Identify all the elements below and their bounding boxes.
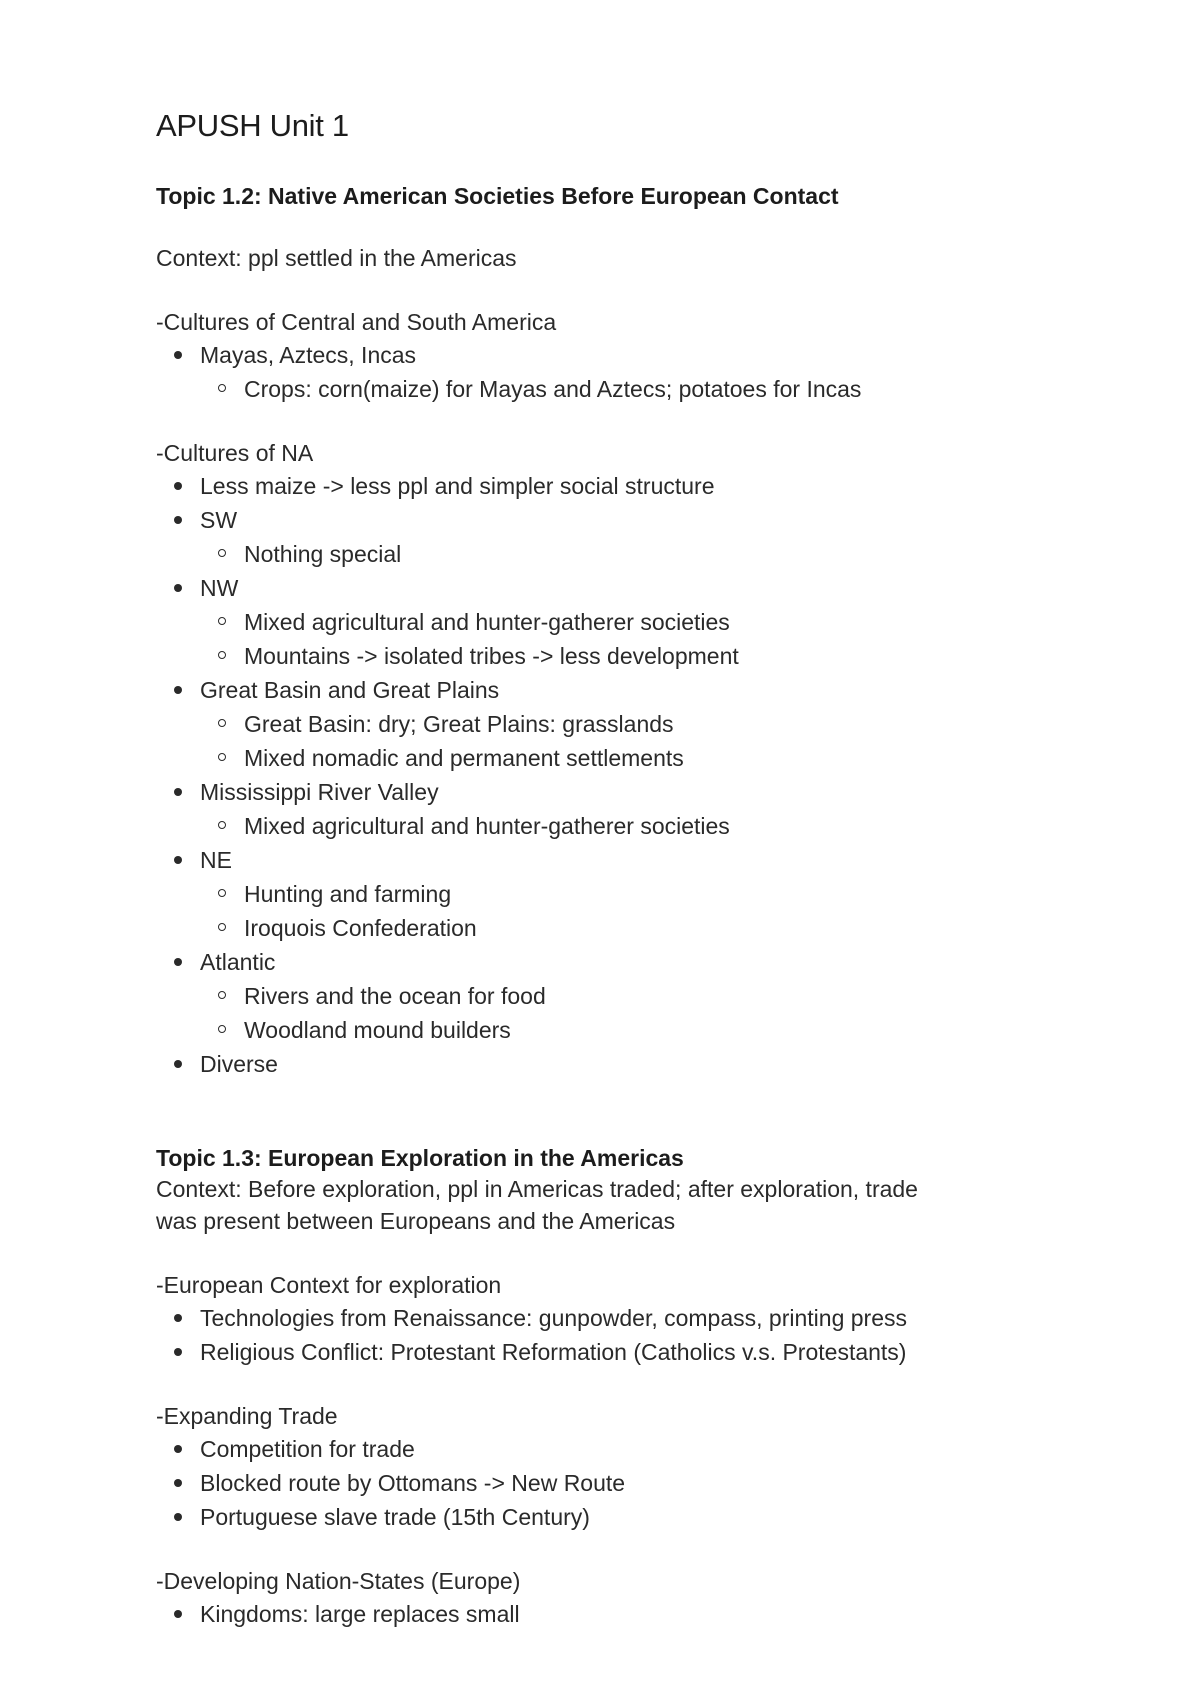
list-item bbox=[200, 504, 237, 536]
list-item-text: Atlantic bbox=[200, 949, 276, 975]
list-item bbox=[200, 470, 715, 502]
hollow-bullet-icon bbox=[218, 991, 226, 999]
list-item-text: Technologies from Renaissance: gunpowder, compass, printing press bbox=[200, 1305, 907, 1331]
list-item-text: Portuguese slave trade (15th Century) bbox=[200, 1504, 590, 1530]
list-subitem bbox=[244, 878, 451, 910]
bullet-icon bbox=[174, 1060, 182, 1068]
list-item bbox=[200, 1598, 520, 1630]
hollow-bullet-icon bbox=[218, 923, 226, 931]
list-item bbox=[200, 1501, 590, 1533]
list-subitem bbox=[244, 538, 401, 570]
list-item bbox=[200, 339, 416, 371]
list-subitem-text: Rivers and the ocean for food bbox=[244, 983, 546, 1009]
topic-1-3-context-line2: was present between Europeans and the Americas bbox=[156, 1208, 676, 1234]
bullet-icon bbox=[174, 584, 182, 592]
bullet-icon bbox=[174, 351, 182, 359]
list-subitem bbox=[244, 980, 546, 1012]
list-subitem bbox=[244, 373, 861, 405]
central-south-label: -Cultures of Central and South America bbox=[156, 309, 557, 335]
list-subitem bbox=[244, 810, 730, 842]
hollow-bullet-icon bbox=[218, 549, 226, 557]
bullet-icon bbox=[174, 686, 182, 694]
topic-1-2-heading: Topic 1.2: Native American Societies Before European Contact bbox=[156, 183, 839, 209]
topic-1-2-context: Context: ppl settled in the Americas bbox=[156, 245, 517, 271]
hollow-bullet-icon bbox=[218, 617, 226, 625]
list-subitem bbox=[244, 912, 477, 944]
list-item bbox=[200, 1433, 415, 1465]
list-item-text: Diverse bbox=[200, 1051, 278, 1077]
document-title: APUSH Unit 1 bbox=[156, 108, 349, 143]
list-item-text: Kingdoms: large replaces small bbox=[200, 1601, 520, 1627]
list-item bbox=[200, 1336, 906, 1368]
list-item-text: NE bbox=[200, 847, 232, 873]
list-subitem-text: Mountains -> isolated tribes -> less development bbox=[244, 643, 739, 669]
bullet-icon bbox=[174, 482, 182, 490]
list-item bbox=[200, 572, 238, 604]
bullet-icon bbox=[174, 856, 182, 864]
na-label: -Cultures of NA bbox=[156, 440, 314, 466]
hollow-bullet-icon bbox=[218, 384, 226, 392]
list-subitem bbox=[244, 606, 730, 638]
list-item bbox=[200, 1467, 625, 1499]
bullet-icon bbox=[174, 1445, 182, 1453]
list-subitem bbox=[244, 742, 684, 774]
list-item bbox=[200, 1302, 907, 1334]
list-item-text: Great Basin and Great Plains bbox=[200, 677, 500, 703]
list-item-text: Mayas, Aztecs, Incas bbox=[200, 342, 417, 368]
list-subitem-text: Iroquois Confederation bbox=[244, 915, 477, 941]
hollow-bullet-icon bbox=[218, 719, 226, 727]
list-item bbox=[200, 776, 439, 808]
bullet-icon bbox=[174, 1314, 182, 1322]
topic-1-3-heading: Topic 1.3: European Exploration in the Americas bbox=[156, 1145, 684, 1171]
list-item-text: Mississippi River Valley bbox=[200, 779, 439, 805]
list-item-text: Blocked route by Ottomans -> New Route bbox=[200, 1470, 626, 1496]
topic-1-3-context-line1: Context: Before exploration, ppl in Americas traded; after exploration, trade bbox=[156, 1176, 918, 1202]
bullet-icon bbox=[174, 1348, 182, 1356]
bullet-icon bbox=[174, 958, 182, 966]
hollow-bullet-icon bbox=[218, 889, 226, 897]
euro-context-label: -European Context for exploration bbox=[156, 1272, 502, 1298]
list-subitem-text: Woodland mound builders bbox=[244, 1017, 511, 1043]
trade-label: -Expanding Trade bbox=[156, 1403, 338, 1429]
list-subitem-text: Mixed agricultural and hunter-gatherer societies bbox=[244, 609, 730, 635]
bullet-icon bbox=[174, 1513, 182, 1521]
bullet-icon bbox=[174, 1479, 182, 1487]
list-subitem-text: Hunting and farming bbox=[244, 881, 452, 907]
list-subitem-text: Great Basin: dry; Great Plains: grasslands bbox=[244, 711, 674, 737]
list-item-text: Competition for trade bbox=[200, 1436, 415, 1462]
hollow-bullet-icon bbox=[218, 651, 226, 659]
bullet-icon bbox=[174, 1610, 182, 1618]
list-item-text: Religious Conflict: Protestant Reformation (Catholics v.s. Protestants) bbox=[200, 1339, 907, 1365]
list-subitem-text: Mixed agricultural and hunter-gatherer societies bbox=[244, 813, 730, 839]
list-item bbox=[200, 674, 499, 706]
hollow-bullet-icon bbox=[218, 821, 226, 829]
list-subitem bbox=[244, 1014, 511, 1046]
list-subitem-text: Crops: corn(maize) for Mayas and Aztecs; potatoes for Incas bbox=[244, 376, 862, 402]
list-item bbox=[200, 844, 232, 876]
list-subitem-text: Mixed nomadic and permanent settlements bbox=[244, 745, 684, 771]
nation-states-label: -Developing Nation-States (Europe) bbox=[156, 1568, 521, 1594]
list-item-text: Less maize -> less ppl and simpler social structure bbox=[200, 473, 715, 499]
hollow-bullet-icon bbox=[218, 753, 226, 761]
list-subitem bbox=[244, 640, 739, 672]
hollow-bullet-icon bbox=[218, 1025, 226, 1033]
list-item-text: SW bbox=[200, 507, 238, 533]
list-subitem-text: Nothing special bbox=[244, 541, 402, 567]
list-item bbox=[200, 946, 275, 978]
bullet-icon bbox=[174, 516, 182, 524]
bullet-icon bbox=[174, 788, 182, 796]
list-item-text: NW bbox=[200, 575, 239, 601]
list-item bbox=[200, 1048, 278, 1080]
list-subitem bbox=[244, 708, 674, 740]
